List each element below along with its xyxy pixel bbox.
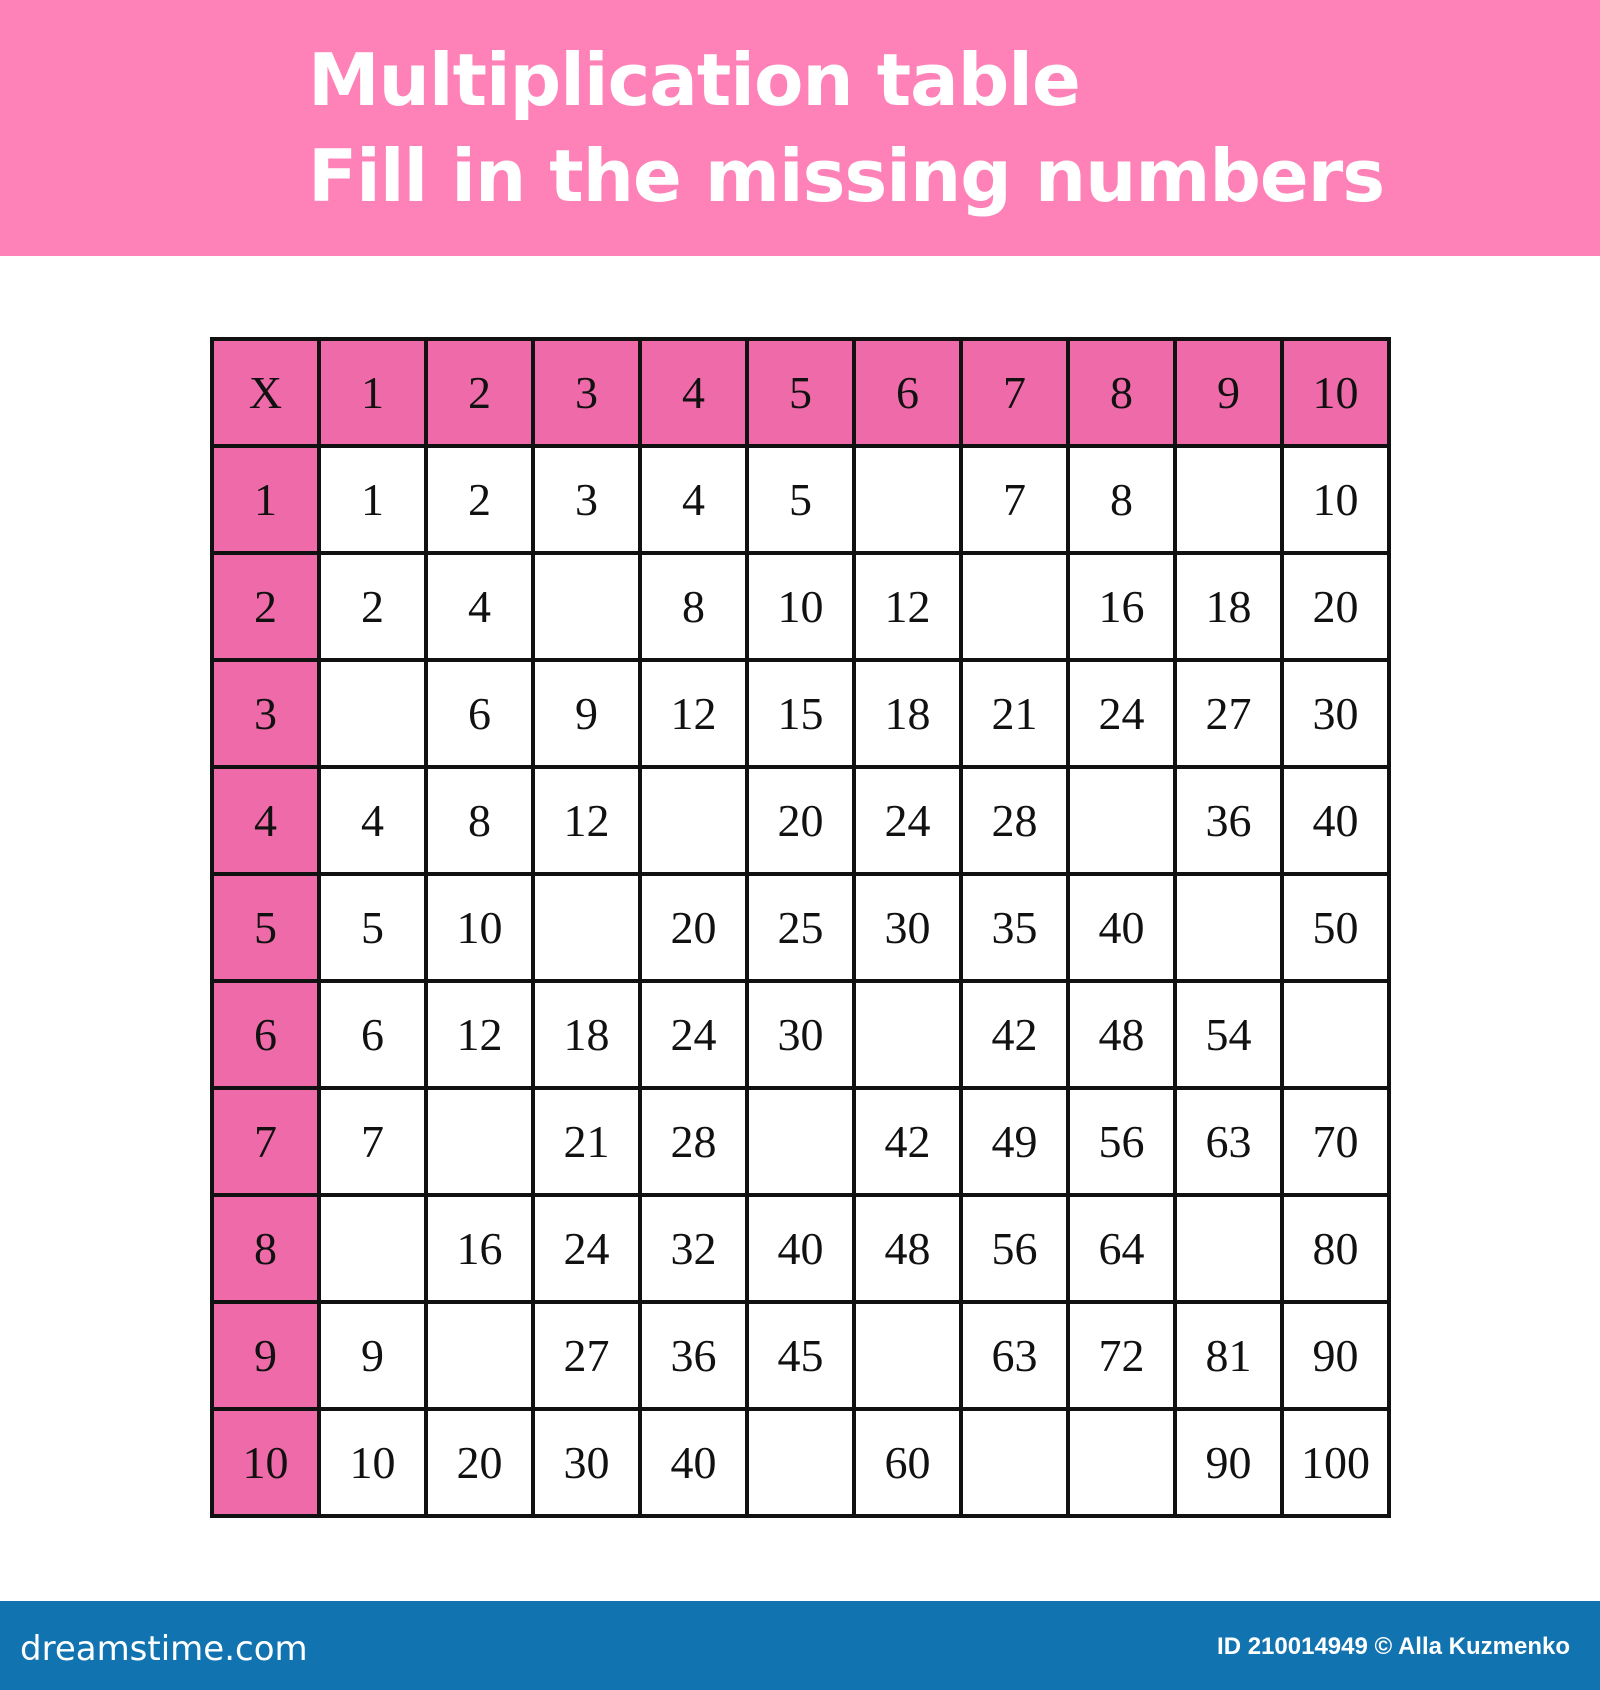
table-cell: 24 [856,769,959,872]
blank-cell[interactable] [1284,983,1387,1086]
table-cell: 49 [963,1090,1066,1193]
table-cell: 3 [535,448,638,551]
table-cell: 30 [535,1411,638,1514]
table-cell: 8 [642,555,745,658]
column-header: 1 [321,341,424,444]
table-cell: 8 [428,769,531,872]
table-cell: 6 [321,983,424,1086]
row-header: 6 [214,983,317,1086]
column-header: 3 [535,341,638,444]
table-cell: 24 [535,1197,638,1300]
table-cell: 27 [1177,662,1280,765]
row-header: 10 [214,1411,317,1514]
table-cell: 21 [535,1090,638,1193]
row-header: 9 [214,1304,317,1407]
blank-cell[interactable] [1070,769,1173,872]
table-cell: 20 [1284,555,1387,658]
row-header: 3 [214,662,317,765]
table-cell: 100 [1284,1411,1387,1514]
table-cell: 7 [963,448,1066,551]
table-cell: 56 [963,1197,1066,1300]
table-cell: 10 [321,1411,424,1514]
table-cell: 90 [1284,1304,1387,1407]
column-header: 6 [856,341,959,444]
title-line-2: Fill in the missing numbers [308,134,1385,218]
table-cell: 36 [642,1304,745,1407]
table-cell: 36 [1177,769,1280,872]
table-cell: 56 [1070,1090,1173,1193]
table-cell: 60 [856,1411,959,1514]
blank-cell[interactable] [1177,1197,1280,1300]
table-cell: 18 [535,983,638,1086]
blank-cell[interactable] [749,1090,852,1193]
row-header: 4 [214,769,317,872]
table-cell: 21 [963,662,1066,765]
table-cell: 40 [642,1411,745,1514]
table-cell: 64 [1070,1197,1173,1300]
table-cell: 48 [1070,983,1173,1086]
table-cell: 90 [1177,1411,1280,1514]
blank-cell[interactable] [321,1197,424,1300]
column-header: 4 [642,341,745,444]
table-cell: 16 [428,1197,531,1300]
table-cell: 16 [1070,555,1173,658]
footer [0,1601,1600,1690]
table-cell: 80 [1284,1197,1387,1300]
table-cell: 18 [1177,555,1280,658]
table-cell: 20 [642,876,745,979]
table-cell: 48 [856,1197,959,1300]
table-cell: 54 [1177,983,1280,1086]
table-cell: 24 [1070,662,1173,765]
blank-cell[interactable] [856,983,959,1086]
table-cell: 30 [1284,662,1387,765]
blank-cell[interactable] [535,876,638,979]
table-cell: 8 [1070,448,1173,551]
table-cell: 9 [321,1304,424,1407]
table-cell: 27 [535,1304,638,1407]
title-line-1: Multiplication table [308,38,1080,122]
table-cell: 12 [535,769,638,872]
table-cell: 42 [856,1090,959,1193]
title-banner [0,0,1600,256]
table-cell: 63 [1177,1090,1280,1193]
table-cell: 12 [428,983,531,1086]
blank-cell[interactable] [535,555,638,658]
blank-cell[interactable] [963,555,1066,658]
image-credit: ID 210014949 © Alla Kuzmenko [1217,1633,1570,1660]
blank-cell[interactable] [428,1090,531,1193]
table-cell: 63 [963,1304,1066,1407]
table-cell: 5 [749,448,852,551]
table-cell: 6 [428,662,531,765]
table-cell: 5 [321,876,424,979]
table-cell: 10 [1284,448,1387,551]
blank-cell[interactable] [642,769,745,872]
table-cell: 35 [963,876,1066,979]
table-cell: 72 [1070,1304,1173,1407]
table-cell: 28 [963,769,1066,872]
blank-cell[interactable] [1177,448,1280,551]
row-header: 7 [214,1090,317,1193]
table-cell: 28 [642,1090,745,1193]
blank-cell[interactable] [1070,1411,1173,1514]
table-cell: 30 [856,876,959,979]
blank-cell[interactable] [428,1304,531,1407]
table-cell: 20 [749,769,852,872]
table-cell: 42 [963,983,1066,1086]
table-cell: 40 [1284,769,1387,872]
column-header: 8 [1070,341,1173,444]
row-header: 2 [214,555,317,658]
blank-cell[interactable] [856,1304,959,1407]
table-cell: 50 [1284,876,1387,979]
row-header: 5 [214,876,317,979]
blank-cell[interactable] [749,1411,852,1514]
table-cell: 10 [428,876,531,979]
table-cell: 70 [1284,1090,1387,1193]
table-cell: 32 [642,1197,745,1300]
table-cell: 1 [321,448,424,551]
table-cell: 12 [856,555,959,658]
table-cell: 30 [749,983,852,1086]
column-header: 5 [749,341,852,444]
multiplication-table [210,337,1391,1518]
table-cell: 25 [749,876,852,979]
brand-logo-text: dreamstime.com [20,1629,308,1669]
table-cell: 2 [321,555,424,658]
table-cell: 24 [642,983,745,1086]
table-cell: 9 [535,662,638,765]
column-header: 9 [1177,341,1280,444]
table-cell: 20 [428,1411,531,1514]
table-cell: 4 [642,448,745,551]
table-cell: 40 [1070,876,1173,979]
table-cell: 12 [642,662,745,765]
blank-cell[interactable] [856,448,959,551]
column-header: 2 [428,341,531,444]
blank-cell[interactable] [321,662,424,765]
table-cell: 4 [428,555,531,658]
table-cell: 7 [321,1090,424,1193]
row-header: 8 [214,1197,317,1300]
table-cell: 81 [1177,1304,1280,1407]
table-cell: 10 [749,555,852,658]
column-header: 7 [963,341,1066,444]
table-cell: 4 [321,769,424,872]
column-header: 10 [1284,341,1387,444]
table-cell: 45 [749,1304,852,1407]
table-cell: 2 [428,448,531,551]
table-cell: 15 [749,662,852,765]
row-header: 1 [214,448,317,551]
blank-cell[interactable] [963,1411,1066,1514]
table-cell: 18 [856,662,959,765]
table-cell: 40 [749,1197,852,1300]
blank-cell[interactable] [1177,876,1280,979]
corner-cell: X [214,341,317,444]
